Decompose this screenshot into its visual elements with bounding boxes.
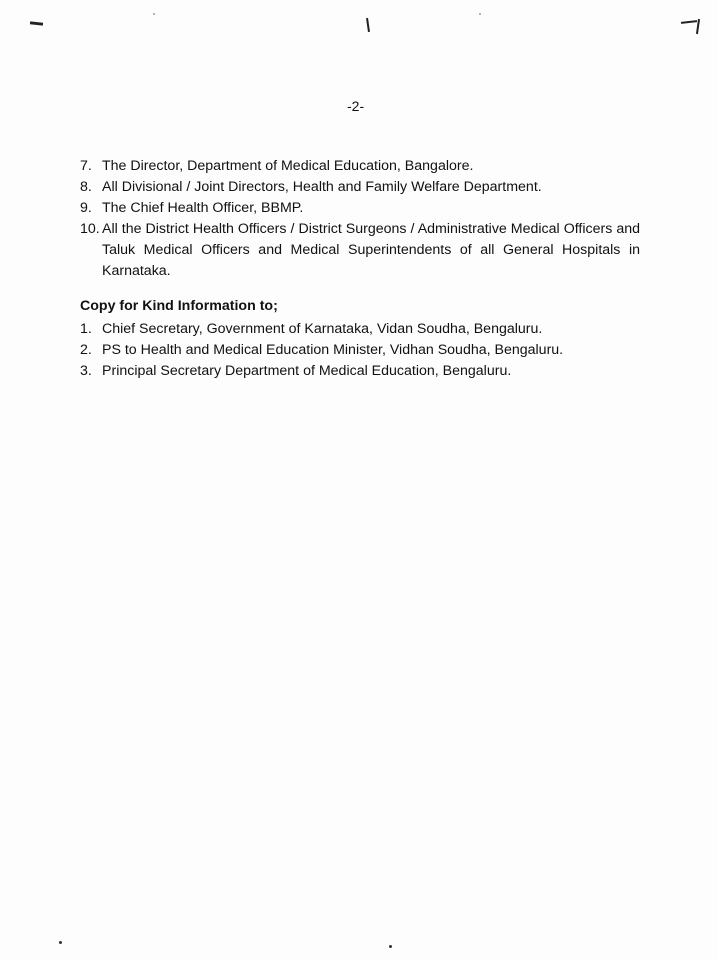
item-number: 10. xyxy=(80,221,100,237)
item-number: 7. xyxy=(80,158,92,174)
copy-heading: Copy for Kind Information to; xyxy=(80,298,278,314)
scan-speck xyxy=(59,941,62,944)
list-item xyxy=(80,340,640,361)
item-number: 9. xyxy=(80,200,92,216)
item-text: PS to Health and Medical Education Minister, Vidhan Soudha, Bengaluru. xyxy=(102,342,564,358)
scan-mark xyxy=(30,21,43,25)
item-text: Chief Secretary, Government of Karnataka, Vidan Soudha, Bengaluru. xyxy=(102,321,543,337)
page-number: -2- xyxy=(347,98,365,114)
scan-mark xyxy=(366,18,370,32)
item-text: The Chief Health Officer, BBMP. xyxy=(102,200,304,216)
scan-speck xyxy=(389,945,392,948)
scan-mark xyxy=(681,20,697,24)
item-number: 1. xyxy=(80,321,92,337)
item-number: 2. xyxy=(80,342,92,358)
item-number: 3. xyxy=(80,363,92,379)
item-number: 8. xyxy=(80,179,92,195)
item-text: All Divisional / Joint Directors, Health and Family Welfare Department. xyxy=(102,179,542,195)
scan-speck xyxy=(153,13,155,15)
scan-speck xyxy=(479,13,481,15)
list-item xyxy=(80,319,640,340)
list-item xyxy=(80,156,640,177)
item-text: All the District Health Officers / District Surgeons / Administrative Medical Officers and Taluk Medical Officers and Medical Superintendents of all General Hospitals in Karnataka. xyxy=(102,221,640,279)
list-item xyxy=(80,177,640,198)
recipient-list xyxy=(80,156,640,282)
list-item xyxy=(80,361,640,382)
item-text: The Director, Department of Medical Education, Bangalore. xyxy=(102,158,474,174)
item-text: Principal Secretary Department of Medical Education, Bengaluru. xyxy=(102,363,512,379)
copy-list xyxy=(80,319,640,382)
list-item xyxy=(80,198,640,219)
list-item xyxy=(80,219,640,282)
